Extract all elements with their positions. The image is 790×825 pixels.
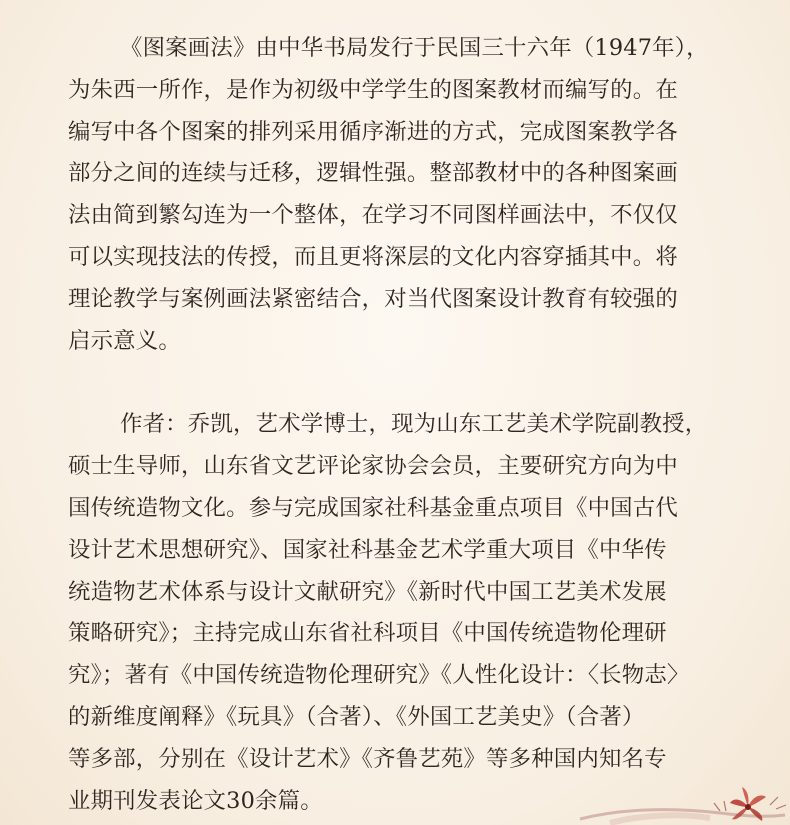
text-line: 统造物艺术体系与设计文献研究》《新时代中国工艺美术发展 <box>68 578 667 605</box>
paragraph-book-intro <box>68 28 748 362</box>
text-line: 部分之间的连续与迁移，逻辑性强。整部教材中的各种图案画 <box>68 160 678 187</box>
text-line: 国传统造物文化。参与完成国家社科基金重点项目《中国古代 <box>68 494 678 521</box>
ink-brush-flower-icon <box>570 785 790 825</box>
text-line: 设计艺术思想研究》、国家社科基金艺术学重大项目《中华传 <box>68 536 667 563</box>
paragraph-author-bio <box>68 404 748 822</box>
text-line: 法由简到繁勾连为一个整体，在学习不同图样画法中，不仅仅 <box>68 202 678 229</box>
text-line: 究》；著有《中国传统造物伦理研究》《人性化设计：〈长物志〉 <box>68 662 690 689</box>
article-body <box>68 28 748 822</box>
text-line: 策略研究》；主持完成山东省社科项目《中国传统造物伦理研 <box>68 620 667 647</box>
paragraph-gap <box>68 362 748 404</box>
text-line: 硕士生导师，山东省文艺评论家协会会员，主要研究方向为中 <box>68 453 678 480</box>
text-line: 作者：乔凯，艺术学博士，现为山东工艺美术学院副教授， <box>120 411 708 438</box>
text-line: 理论教学与案例画法紧密结合，对当代图案设计教育有较强的 <box>68 285 678 312</box>
text-line: 业期刊发表论文30余篇。 <box>68 787 323 814</box>
text-line: 《图案画法》由中华书局发行于民国三十六年（1947年）， <box>120 35 709 61</box>
text-line: 的新维度阐释》《玩具》（合著）、《外国工艺美史》（合著） <box>68 703 645 730</box>
text-line: 可以实现技法的传授，而且更将深层的文化内容穿插其中。将 <box>68 243 678 270</box>
text-line: 启示意义。 <box>68 327 181 354</box>
text-line: 编写中各个图案的排列采用循序渐进的方式，完成图案教学各 <box>68 118 678 145</box>
text-line: 等多部，分别在《设计艺术》《齐鲁艺苑》等多种国内知名专 <box>68 745 667 772</box>
text-line: 为朱西一所作，是作为初级中学学生的图案教材而编写的。在 <box>68 76 678 103</box>
